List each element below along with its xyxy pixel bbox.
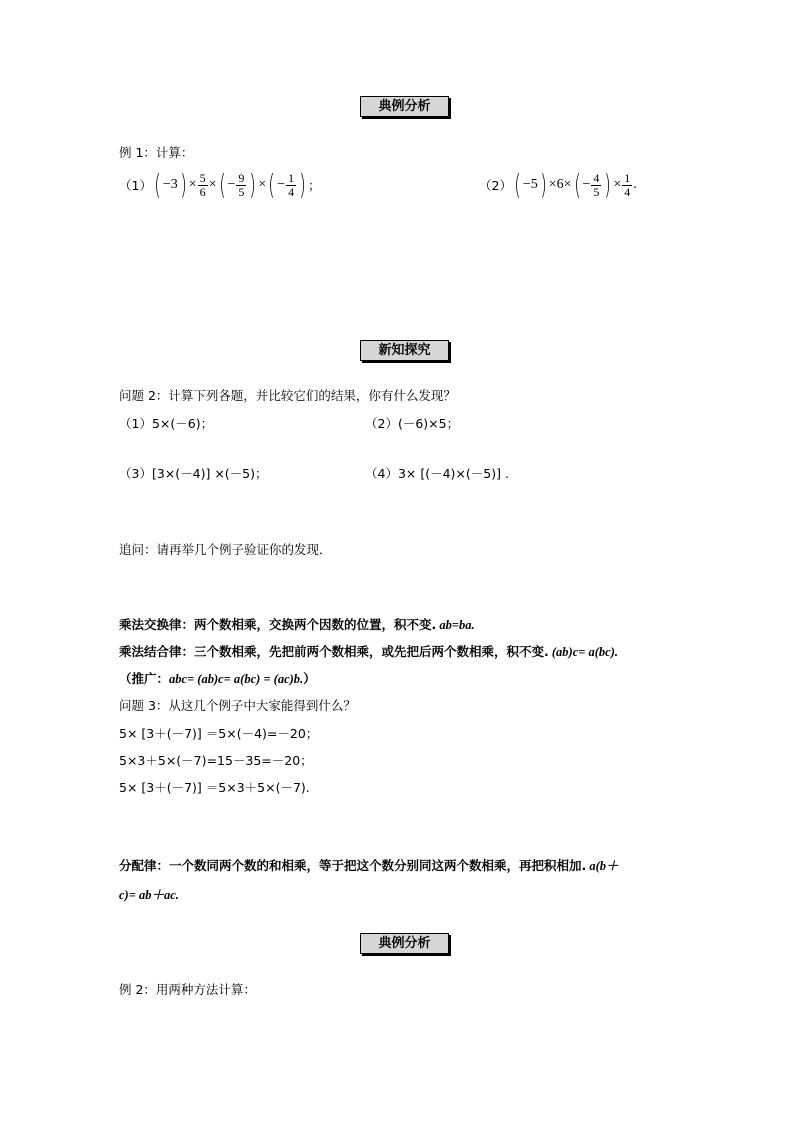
section-title-example-analysis: 典例分析	[360, 96, 449, 117]
problem2-factor-a: −5	[522, 177, 538, 192]
section-title-new-knowledge: 新知探究	[360, 340, 449, 361]
example1-label: 例 1：计算：	[119, 145, 194, 160]
question3-line-1: 5× [3＋(－7)] ＝5×(－4)=－20；	[119, 726, 319, 741]
problem1-fraction-2: $\frac{9}{5}$	[238, 170, 245, 199]
commutative-law: 乘法交换律：两个数相乘，交换两个因数的位置，积不变. ab=ba.	[119, 617, 475, 632]
problem1-fraction-3: $\frac{1}{4}$	[288, 170, 295, 199]
associative-generalization: （推广：abc= (ab)c= a(bc) = (ac)b.）	[119, 671, 316, 686]
question2-item-4: （4）3× [(－4)×(－5)] .	[365, 466, 509, 481]
problem2-fraction-2: $\frac{1}{4}$	[624, 170, 631, 199]
question2-item-2: （2）(－6)×5；	[365, 416, 460, 431]
question3-line-3: 5× [3＋(－7)] ＝5×3＋5×(－7).	[119, 780, 310, 795]
example1-problem2: （2） ( −5 ) × 6 × ( − $\frac{4}{5}$ ) × $\frac{1}{4}$ .	[479, 168, 637, 201]
problem1-fraction-1: $\frac{5}{6}$	[199, 170, 206, 199]
problem1-tag: （1）	[119, 178, 152, 193]
problem2-tag: （2）	[479, 178, 512, 193]
generalization-formula: abc= (ab)c= a(bc) = (ac)b.	[169, 672, 304, 686]
question2-text: 问题 2：计算下列各题，并比较它们的结果，你有什么发现？	[119, 388, 456, 403]
problem1-factor-a: −3	[162, 177, 178, 192]
question3-line-2: 5×3＋5×(－7)=15－35=－20；	[119, 753, 313, 768]
commutative-formula: ab=ba.	[436, 618, 475, 632]
associative-formula: (ab)c= a(bc).	[548, 645, 619, 659]
followup-question: 追问：请再举几个例子验证你的发现．	[119, 542, 332, 557]
example2-label: 例 2：用两种方法计算：	[119, 982, 256, 997]
distributive-law-formula: c)= ab＋ac.	[119, 888, 179, 902]
distributive-law: 分配律：一个数同两个数的和相乘，等于把这个数分别同这两个数相乘，再把积相加. a(b＋	[119, 858, 619, 873]
problem2-fraction-1: $\frac{4}{5}$	[593, 170, 600, 199]
question3-text: 问题 3：从这几个例子中大家能得到什么？	[119, 698, 356, 713]
question2-item-3: （3）[3×(－4)] ×(－5)；	[119, 466, 268, 481]
question2-item-1: （1）5×(－6)；	[119, 416, 214, 431]
section-title-example-analysis-2: 典例分析	[360, 933, 449, 954]
example1-problem1: （1） ( −3 ) × $\frac{5}{6}$ × ( − $\frac{9}{5}$ ) × ( − $\frac{1}{4}$ ) ；	[119, 168, 321, 201]
problem2-factor-b: 6	[556, 177, 564, 192]
associative-law: 乘法结合律：三个数相乘，先把前两个数相乘，或先把后两个数相乘，积不变. (ab)c= a(bc).	[119, 644, 619, 659]
